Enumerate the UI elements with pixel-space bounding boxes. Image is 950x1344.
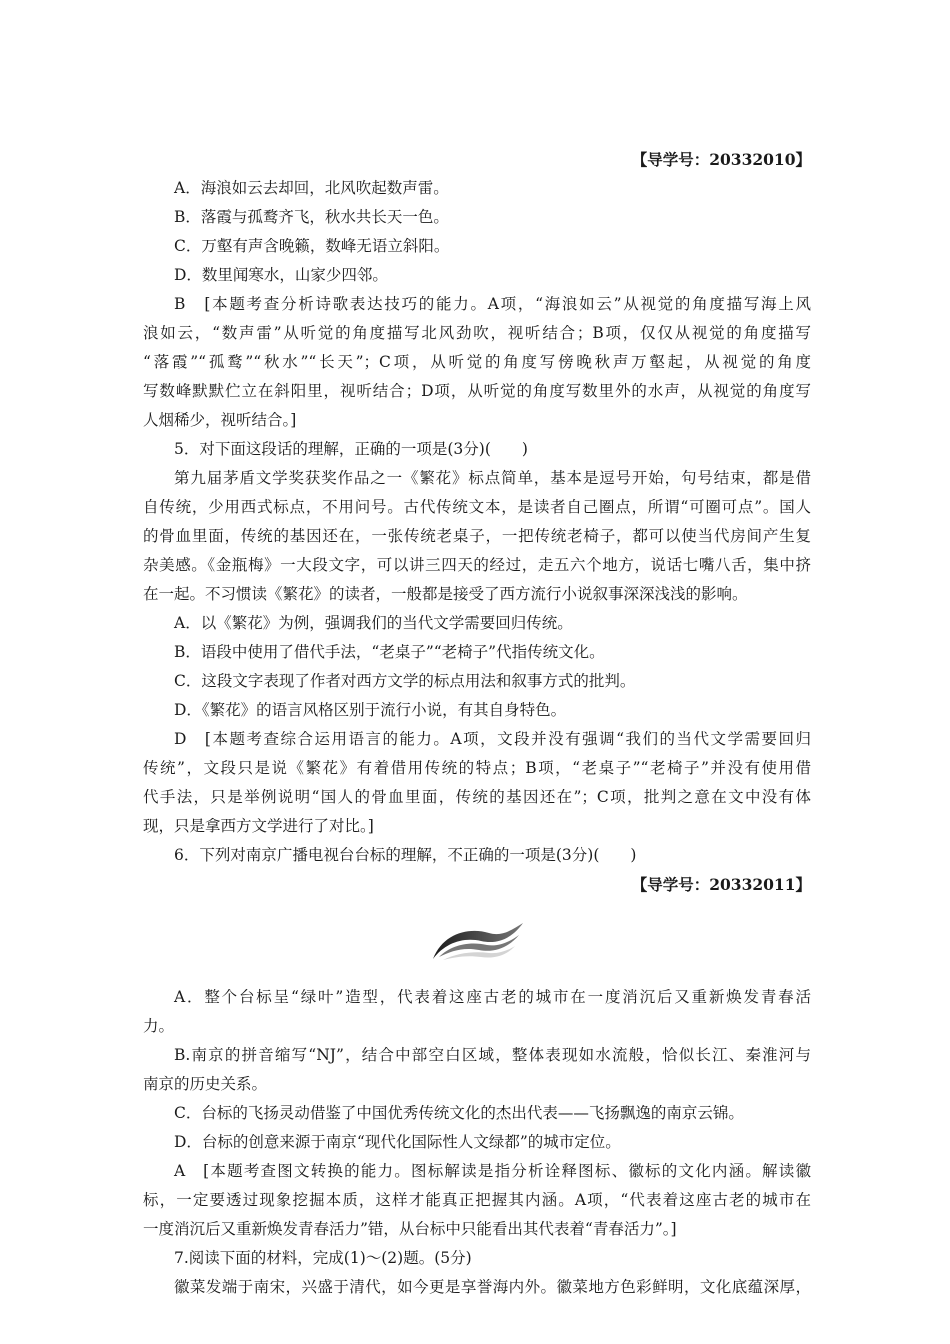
text-line: 6．下列对南京广播电视台台标的理解，不正确的一项是(3分)( ) xyxy=(174,846,637,864)
text-line: 杂美感。《金瓶梅》一大段文字，可以讲三四天的经过，走五六个地方，说话七嘴八舌，集中挤 xyxy=(143,556,811,574)
text-line: A．以《繁花》为例，强调我们的当代文学需要回归传统。 xyxy=(174,614,573,632)
text-line: C．这段文字表现了作者对西方文学的标点用法和叙事方式的批判。 xyxy=(174,672,636,690)
text-line: 自传统，少用西式标点，不用问号。古代传统文本，是读者自己圈点，所谓“可圈可点”。国人 xyxy=(143,498,811,516)
text-line: C．台标的飞扬灵动借鉴了中国优秀传统文化的杰出代表——飞扬飘逸的南京云锦。 xyxy=(174,1104,744,1122)
text-line: 在一起。不习惯读《繁花》的读者，一般都是接受了西方流行小说叙事深深浅浅的影响。 xyxy=(143,585,748,603)
text-line: 人烟稀少，视听结合。] xyxy=(143,411,297,429)
text-line: 南京的历史关系。 xyxy=(143,1075,268,1093)
text-line: 写数峰默默伫立在斜阳里，视听结合；D项，从听觉的角度写数里外的水声，从视觉的角度写 xyxy=(143,382,811,400)
text-line: 的骨血里面，传统的基因还在，一张传统老桌子，一把传统老椅子，都可以使当代房间产生复 xyxy=(143,527,811,545)
text-line: A．整个台标呈“绿叶”造型，代表着这座古老的城市在一度消沉后又重新焕发青春活 xyxy=(174,988,811,1006)
logo-icon xyxy=(429,919,525,963)
text-line: D．《繁花》的语言风格区别于流行小说，有其自身特色。 xyxy=(174,701,567,719)
text-line: 传统”，文段只是说《繁花》有着借用传统的特点；B项，“老桌子”“老椅子”并没有使用借 xyxy=(143,759,811,777)
text-line: D．台标的创意来源于南京“现代化国际性人文绿都”的城市定位。 xyxy=(174,1133,621,1151)
text-line: C．万壑有声含晚籁，数峰无语立斜阳。 xyxy=(174,237,450,255)
text-line: B．落霞与孤鹜齐飞，秋水共长天一色。 xyxy=(174,208,449,226)
text-line: 代手法，只是举例说明“国人的骨血里面，传统的基因还在”；C项，批判之意在文中没有体 xyxy=(143,788,811,806)
text-line: 5．对下面这段话的理解，正确的一项是(3分)( ) xyxy=(174,440,528,458)
text-line: 标，一定要透过现象挖掘本质，这样才能真正把握其内涵。A项，“代表着这座古老的城市在 xyxy=(143,1191,811,1209)
text-line: 现，只是拿西方文学进行了对比。] xyxy=(143,817,374,835)
text-line: D．数里闻寒水，山家少四邻。 xyxy=(174,266,388,284)
text-line: “落霞”“孤鹜”“秋水”“长天”；C项，从听觉的角度写傍晚秋声万壑起，从视觉的角度 xyxy=(143,353,811,371)
text-line: 【导学号：20332010】 xyxy=(631,150,811,169)
text-line: A [本题考查图文转换的能力。图标解读是指分析诠释图标、徽标的文化内涵。解读徽 xyxy=(174,1162,811,1180)
text-line: 【导学号：20332011】 xyxy=(631,875,811,894)
text-line: B.南京的拼音缩写“NJ”，结合中部空白区域，整体表现如水流般，恰似长江、秦淮河与 xyxy=(174,1046,811,1064)
text-line: D [本题考查综合运用语言的能力。A项，文段并没有强调“我们的当代文学需要回归 xyxy=(174,730,811,748)
text-line: 7.阅读下面的材料，完成(1)～(2)题。(5分) xyxy=(174,1249,472,1267)
text-block-lower xyxy=(143,983,811,1302)
text-line: 力。 xyxy=(143,1017,175,1035)
text-line: 一度消沉后又重新焕发青春活力”错，从台标中只能看出其代表着“青春活力”。] xyxy=(143,1220,677,1238)
text-line: A．海浪如云去却回，北风吹起数声雷。 xyxy=(174,179,449,197)
text-block-upper xyxy=(143,145,811,899)
text-line: 第九届茅盾文学奖获奖作品之一《繁花》标点简单，基本是逗号开始，句号结束，都是借 xyxy=(174,469,811,487)
text-line: 徽菜发端于南宋，兴盛于清代，如今更是享誉海内外。徽菜地方色彩鲜明，文化底蕴深厚， xyxy=(174,1278,811,1296)
document-page xyxy=(143,145,811,1302)
text-line: B [本题考查分析诗歌表达技巧的能力。A项，“海浪如云”从视觉的角度描写海上风 xyxy=(174,295,811,313)
text-line: 浪如云，“数声雷”从听觉的角度描写北风劲吹，视听结合；B项，仅仅从视觉的角度描写 xyxy=(143,324,811,342)
nanjing-tv-logo xyxy=(143,899,811,983)
text-line: B．语段中使用了借代手法，“老桌子”“老椅子”代指传统文化。 xyxy=(174,643,605,661)
